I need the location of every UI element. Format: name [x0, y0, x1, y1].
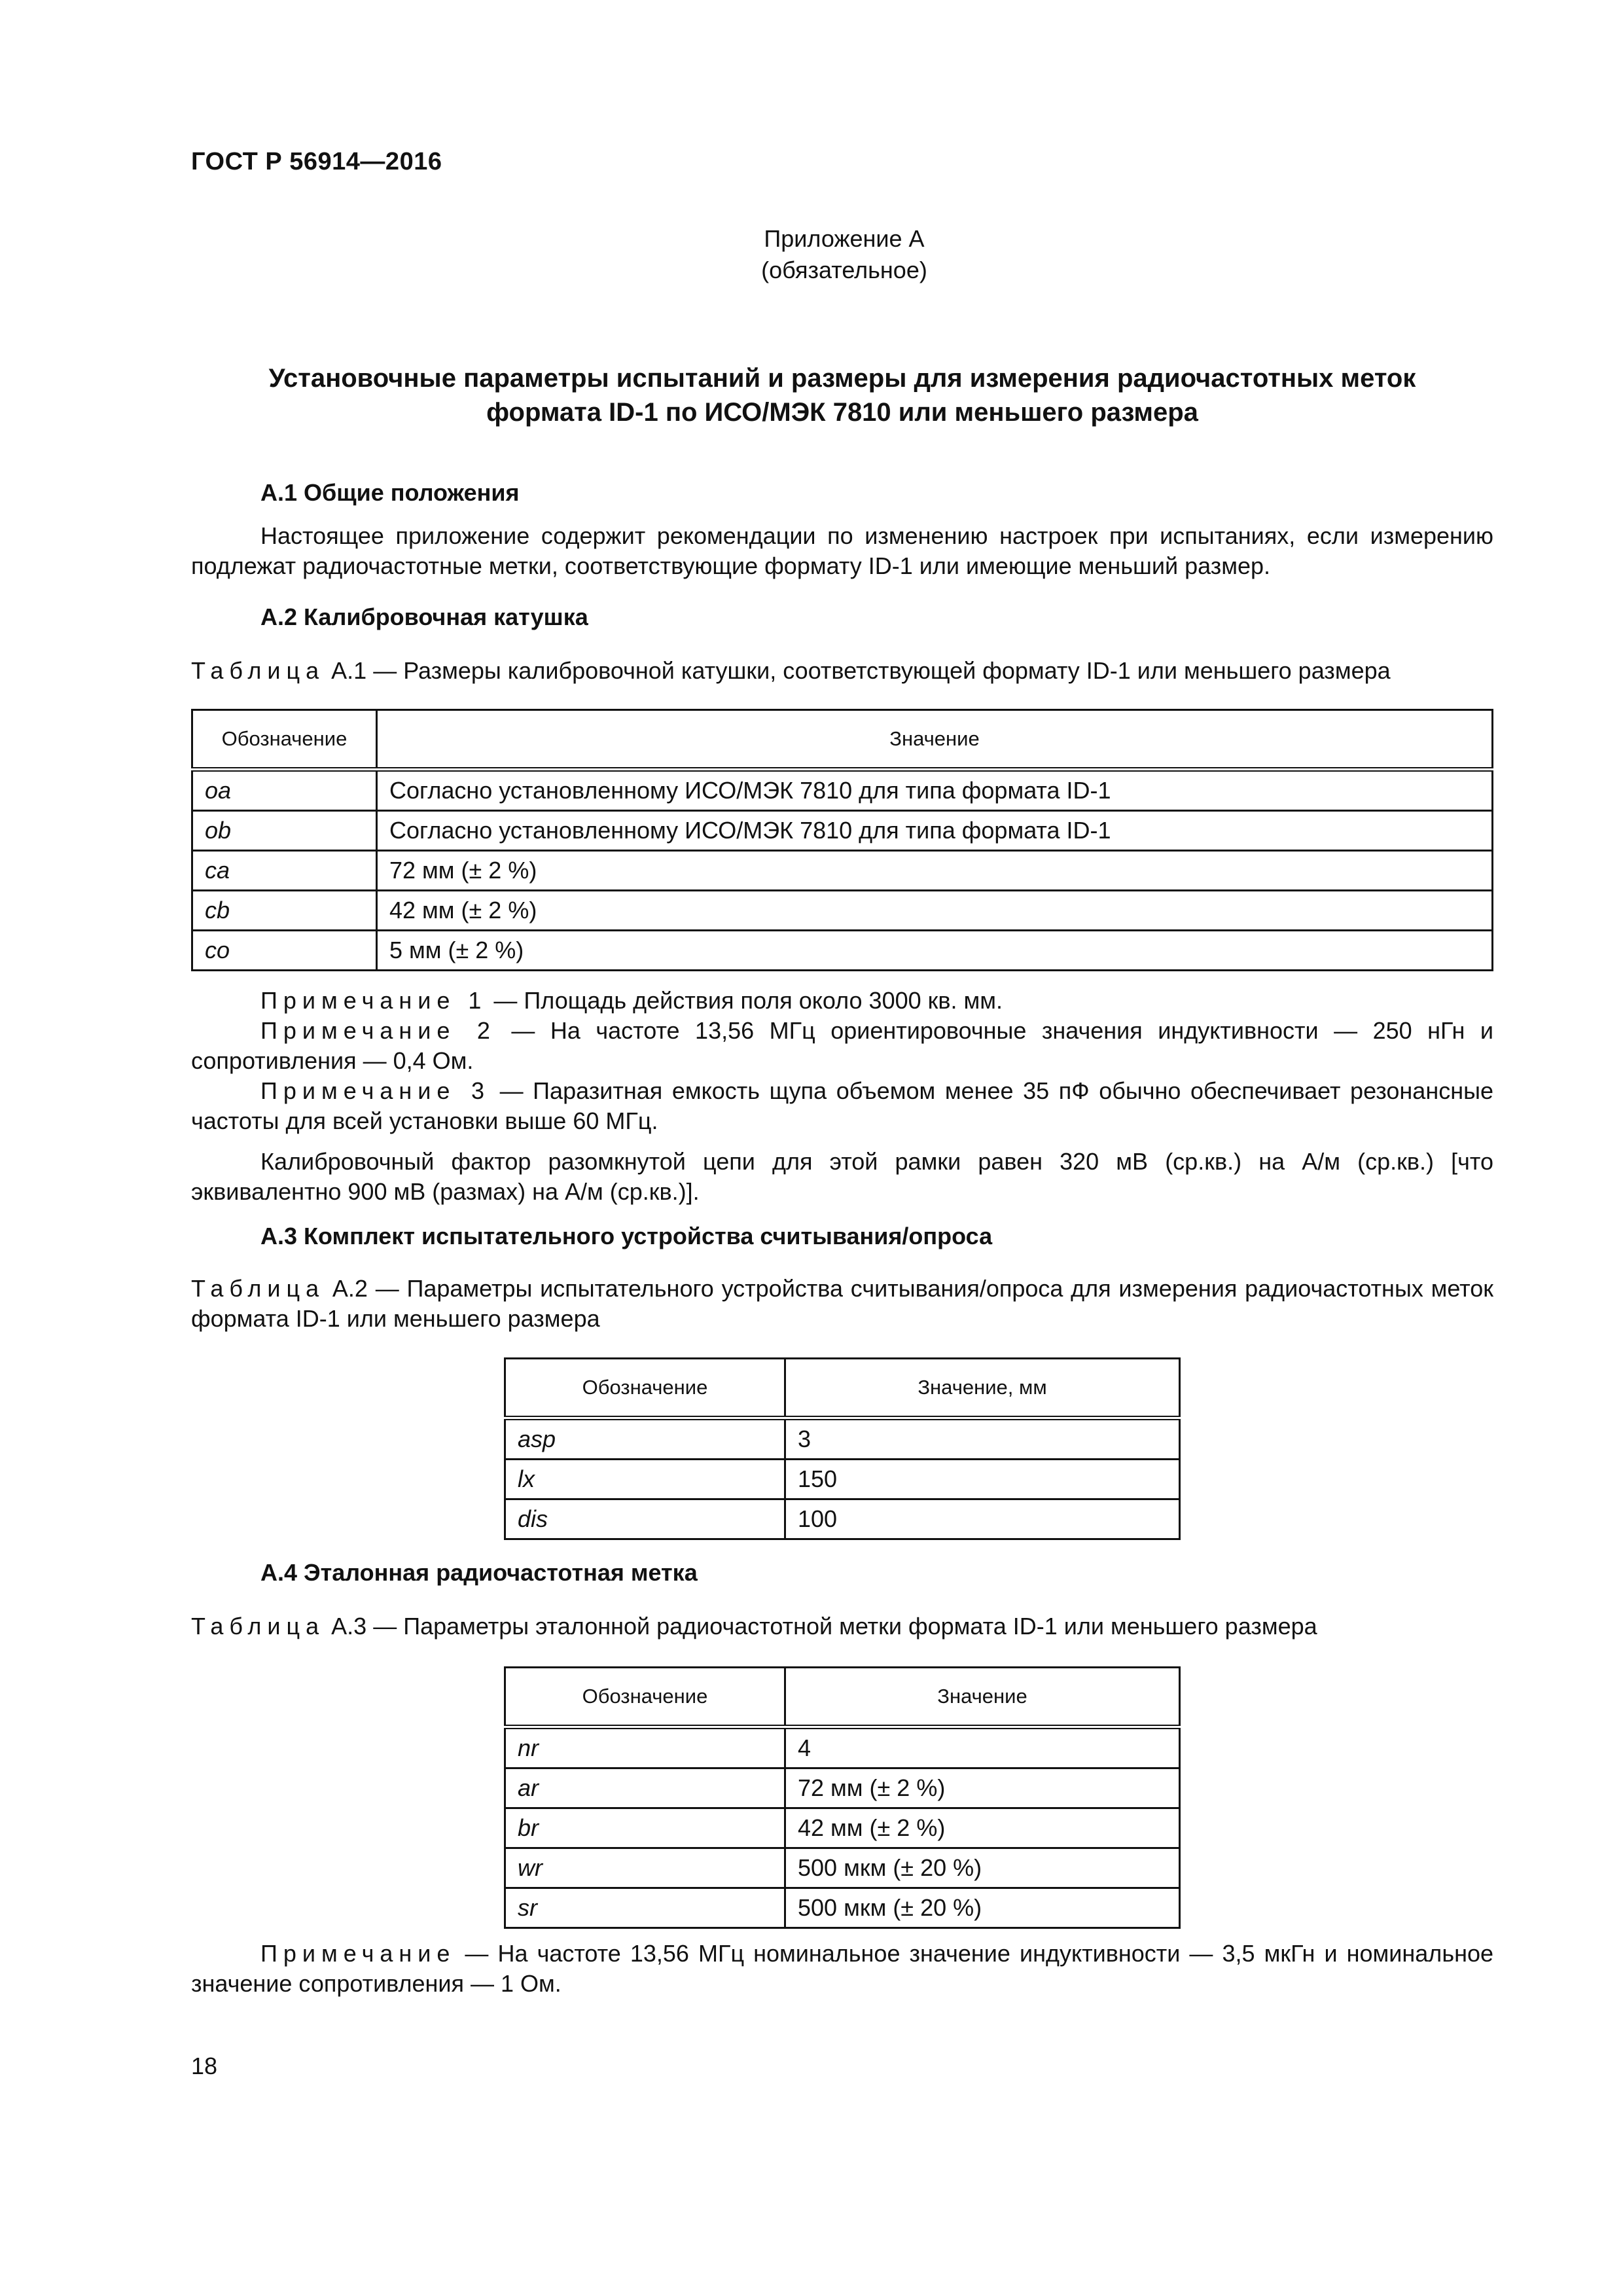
table-cell-value: Согласно установленному ИСО/МЭК 7810 для типа формата ID-1	[377, 770, 1493, 811]
table-row	[505, 1768, 1180, 1808]
table-a1-label: Таблица	[191, 657, 325, 684]
table-row	[505, 1418, 1180, 1460]
section-a1-heading: А.1 Общие положения	[260, 479, 520, 506]
table-a3-note	[191, 1939, 1493, 1999]
table-row	[192, 891, 1493, 931]
table-row	[505, 1808, 1180, 1848]
note-label: Примечание	[260, 1940, 456, 1967]
table-row	[192, 811, 1493, 851]
note-2	[191, 1016, 1493, 1076]
table-cell-value: 42 мм (± 2 %)	[785, 1808, 1180, 1848]
table-a2	[504, 1357, 1181, 1540]
annex-title: Приложение А	[764, 225, 925, 252]
note-label: Примечание 3	[260, 1077, 490, 1104]
table-header-cell: Значение	[377, 710, 1493, 770]
table-row	[192, 931, 1493, 971]
table-cell-symbol: dis	[505, 1499, 785, 1539]
table-cell-value: 72 мм (± 2 %)	[377, 851, 1493, 891]
table-a2-label: Таблица	[191, 1275, 325, 1302]
table-a2-caption	[191, 1274, 1493, 1334]
document-code: ГОСТ Р 56914—2016	[191, 148, 442, 175]
table-cell-value: 72 мм (± 2 %)	[785, 1768, 1180, 1808]
calibration-factor-text: Калибровочный фактор разомкнутой цепи для этой рамки равен 320 мВ (ср.кв.) на А/м (ср.кв.) [что эквивалентно 900 мВ (размах) на А/м (ср.кв.)].	[191, 1148, 1493, 1205]
table-cell-value: 5 мм (± 2 %)	[377, 931, 1493, 971]
table-cell-symbol: wr	[505, 1848, 785, 1888]
note-text: — На частоте 13,56 МГц номинальное значение индуктивности — 3,5 мкГн и номинальное значение сопротивления — 1 Ом.	[191, 1940, 1493, 1997]
section-a2-heading: А.2 Калибровочная катушка	[260, 603, 588, 630]
table-a1-caption	[191, 656, 1493, 686]
section-a1-text: Настоящее приложение содержит рекомендации по изменению настроек при испытаниях, если измерению подлежат радиочастотные метки, соответствующие формату ID-1 или имеющие меньший размер.	[191, 522, 1493, 579]
table-cell-symbol: br	[505, 1808, 785, 1848]
table-row	[505, 1848, 1180, 1888]
table-header-row	[192, 710, 1493, 770]
table-cell-symbol: co	[192, 931, 377, 971]
note-label: Примечание 2	[260, 1017, 496, 1044]
table-cell-symbol: lx	[505, 1460, 785, 1499]
section-a3-heading: А.3 Комплект испытательного устройства считывания/опроса	[260, 1223, 993, 1249]
table-row	[192, 770, 1493, 811]
note-text: — Паразитная емкость щупа объемом менее 35 пФ обычно обеспечивает резонансные частоты для всей установки выше 60 МГц.	[191, 1077, 1493, 1134]
table-row	[505, 1460, 1180, 1499]
table-cell-value: 500 мкм (± 20 %)	[785, 1888, 1180, 1928]
table-cell-value: 500 мкм (± 20 %)	[785, 1848, 1180, 1888]
table-cell-value: 4	[785, 1727, 1180, 1768]
table-a3-label: Таблица	[191, 1613, 325, 1640]
section-a4-heading: А.4 Эталонная радиочастотная метка	[260, 1559, 698, 1586]
table-cell-value: 150	[785, 1460, 1180, 1499]
table-a1-caption-text: А.1 — Размеры калибровочной катушки, соответствующей формату ID-1 или меньшего размера	[325, 657, 1391, 684]
table-a2-caption-text: А.2 — Параметры испытательного устройства считывания/опроса для измерения радиочастотных меток формата ID-1 или меньшего размера	[191, 1275, 1493, 1332]
table-header-cell: Обозначение	[505, 1668, 785, 1727]
page-number: 18	[191, 2053, 218, 2079]
table-cell-symbol: nr	[505, 1727, 785, 1768]
note-text: — Площадь действия поля около 3000 кв. мм.	[487, 987, 1003, 1014]
table-header-row	[505, 1359, 1180, 1418]
note-label: Примечание 1	[260, 987, 488, 1014]
table-cell-value: 100	[785, 1499, 1180, 1539]
table-cell-value: 42 мм (± 2 %)	[377, 891, 1493, 931]
table-cell-symbol: ar	[505, 1768, 785, 1808]
table-header-cell: Обозначение	[192, 710, 377, 770]
table-cell-symbol: cb	[192, 891, 377, 931]
table-row	[192, 851, 1493, 891]
table-header-row	[505, 1668, 1180, 1727]
table-a3-caption-text: А.3 — Параметры эталонной радиочастотной метки формата ID-1 или меньшего размера	[325, 1613, 1317, 1640]
main-title-line-2: формата ID-1 по ИСО/МЭК 7810 или меньшего размера	[486, 398, 1198, 427]
table-cell-symbol: oa	[192, 770, 377, 811]
table-cell-value: 3	[785, 1418, 1180, 1460]
table-a3	[504, 1666, 1181, 1929]
table-row	[505, 1499, 1180, 1539]
table-row	[505, 1888, 1180, 1928]
table-a3-caption	[191, 1611, 1493, 1641]
annex-status: (обязательное)	[761, 257, 927, 283]
note-3	[191, 1076, 1493, 1136]
table-cell-value: Согласно установленному ИСО/МЭК 7810 для типа формата ID-1	[377, 811, 1493, 851]
table-a1	[191, 709, 1493, 971]
table-cell-symbol: ob	[192, 811, 377, 851]
note-1	[191, 986, 1493, 1016]
table-cell-symbol: sr	[505, 1888, 785, 1928]
table-header-cell: Значение	[785, 1668, 1180, 1727]
table-header-cell: Значение, мм	[785, 1359, 1180, 1418]
note-text: — На частоте 13,56 МГц ориентировочные значения индуктивности — 250 нГн и сопротивления — 0,4 Ом.	[191, 1017, 1493, 1074]
table-row	[505, 1727, 1180, 1768]
table-header-cell: Обозначение	[505, 1359, 785, 1418]
table-cell-symbol: asp	[505, 1418, 785, 1460]
main-title-line-1: Установочные параметры испытаний и размеры для измерения радиочастотных меток	[268, 364, 1416, 393]
table-cell-symbol: ca	[192, 851, 377, 891]
